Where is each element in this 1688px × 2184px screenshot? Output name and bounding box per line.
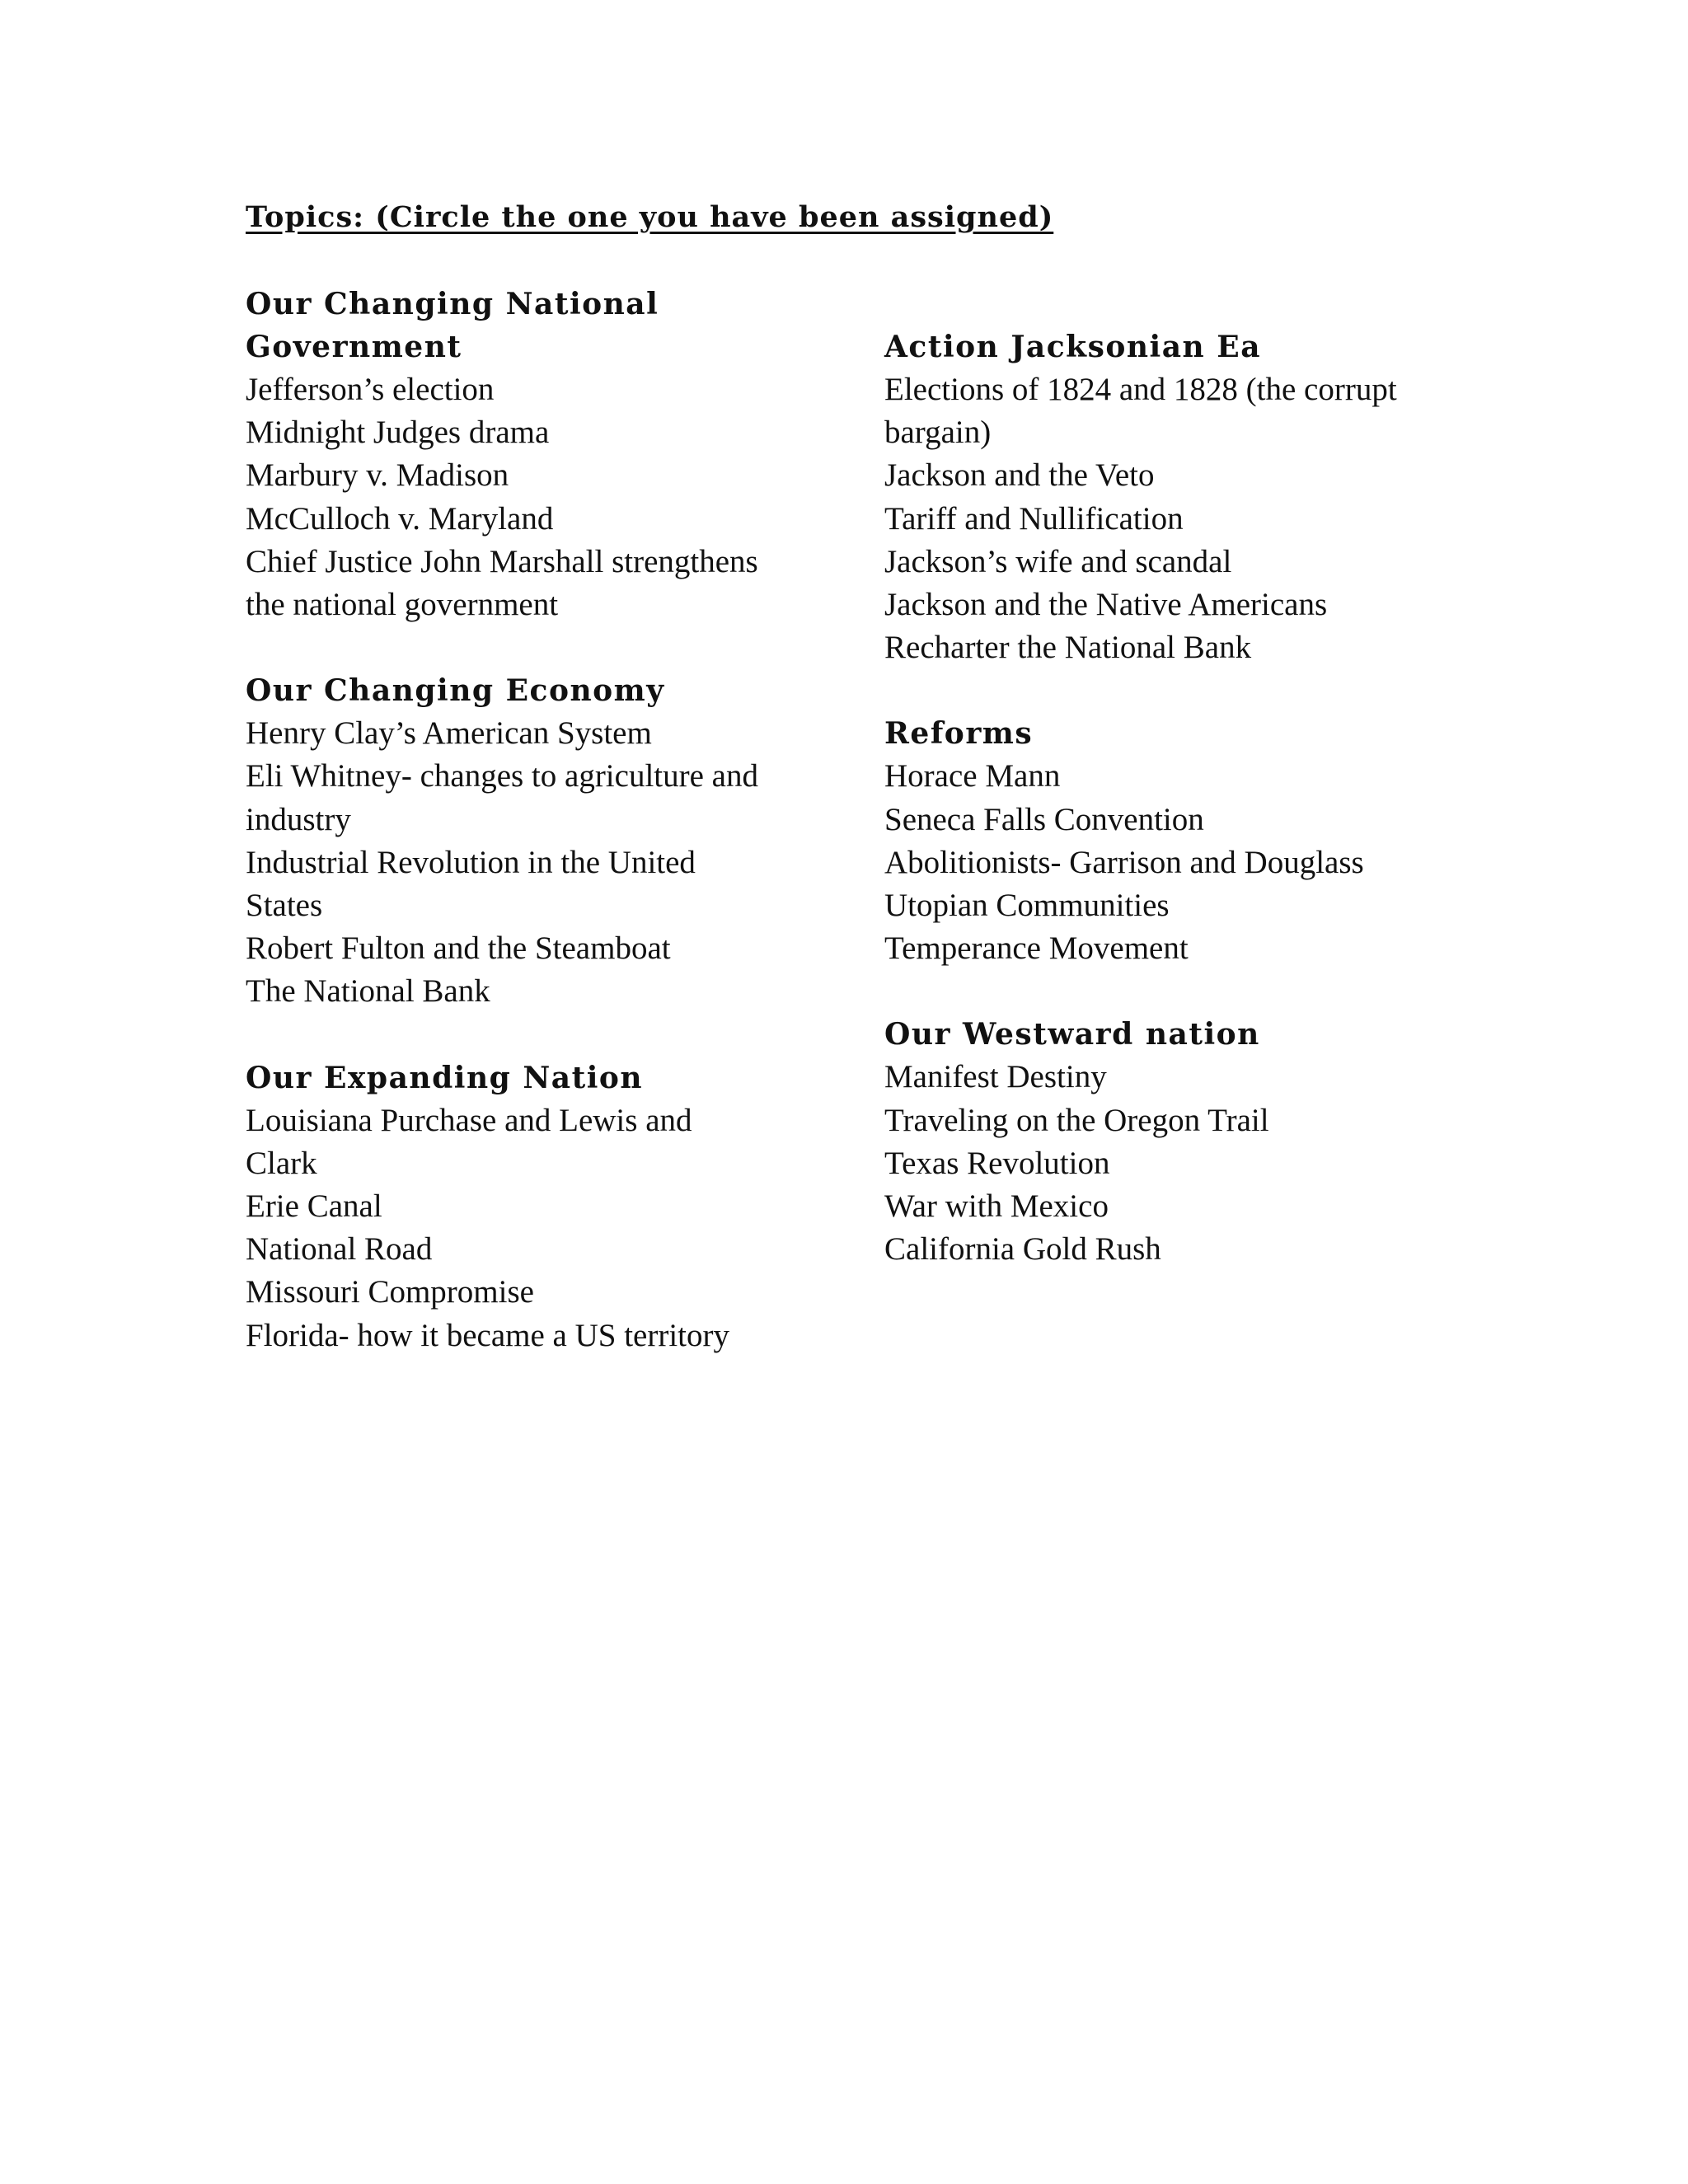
- topic-item: California Gold Rush: [884, 1231, 1161, 1268]
- topic-item: Louisiana Purchase and Lewis and Clark: [246, 1102, 692, 1181]
- section-heading: Our Changing National Government: [246, 287, 659, 364]
- topic-item: War with Mexico: [884, 1188, 1109, 1225]
- section-westward-nation: [884, 1013, 1461, 1271]
- topic-item: The National Bank: [246, 973, 490, 1010]
- topic-item: Texas Revolution: [884, 1145, 1110, 1181]
- topic-list: [246, 368, 790, 626]
- page-title: Topics: (Circle the one you have been assigned): [246, 200, 1054, 234]
- left-column: [246, 283, 790, 1400]
- topic-item: Jackson’s wife and scandal: [884, 543, 1232, 579]
- topic-list: [246, 712, 790, 1013]
- topic-item: Henry Clay’s American System: [246, 715, 652, 752]
- topic-item: Seneca Falls Convention: [884, 801, 1204, 837]
- topic-list: [884, 368, 1461, 669]
- topic-item: Utopian Communities: [884, 888, 1170, 924]
- section-heading: Our Expanding Nation: [246, 1060, 644, 1095]
- topic-item: Jackson and the Native Americans: [884, 587, 1328, 623]
- topic-item: Florida- how it became a US territory: [246, 1317, 729, 1353]
- section-economy: [246, 669, 790, 1013]
- section-national-government: [246, 283, 790, 626]
- topic-item: Erie Canal: [246, 1188, 382, 1225]
- section-expanding-nation: [246, 1057, 790, 1357]
- topic-item: Abolitionists- Garrison and Douglass: [884, 844, 1364, 880]
- topic-item: Midnight Judges drama: [246, 415, 550, 451]
- section-jacksonian-era: [884, 326, 1461, 669]
- topic-item: Traveling on the Oregon Trail: [884, 1102, 1269, 1138]
- section-heading: Action Jacksonian Ea: [884, 330, 1262, 364]
- topic-item: McCulloch v. Maryland: [246, 500, 554, 537]
- section-heading: Reforms: [884, 716, 1034, 752]
- topic-item: Jackson and the Veto: [884, 457, 1155, 494]
- section-heading: Our Changing Economy: [246, 673, 665, 709]
- topic-list: [884, 755, 1461, 970]
- topic-item: Elections of 1824 and 1828 (the corrupt bargain): [884, 372, 1397, 451]
- topic-item: Chief Justice John Marshall strengthens the national government: [246, 543, 758, 623]
- section-heading: Our Westward nation: [884, 1017, 1260, 1052]
- column-offset: [884, 283, 1461, 326]
- right-column: [884, 283, 1461, 1314]
- topic-item: Manifest Destiny: [884, 1059, 1107, 1095]
- topic-item: Missouri Compromise: [246, 1274, 534, 1310]
- topic-item: Jefferson’s election: [246, 372, 495, 407]
- topic-item: Robert Fulton and the Steamboat: [246, 930, 671, 967]
- topic-item: Horace Mann: [884, 758, 1061, 794]
- topic-item: Marbury v. Madison: [246, 457, 509, 494]
- topic-list: [884, 1056, 1461, 1271]
- topic-item: Temperance Movement: [884, 930, 1189, 967]
- topic-item: Eli Whitney- changes to agriculture and industry: [246, 758, 758, 837]
- topic-item: Recharter the National Bank: [884, 630, 1252, 666]
- topic-list: [246, 1099, 790, 1357]
- section-reforms: [884, 712, 1461, 970]
- topic-item: Tariff and Nullification: [884, 500, 1184, 537]
- topic-item: National Road: [246, 1231, 433, 1268]
- topic-item: Industrial Revolution in the United States: [246, 844, 696, 924]
